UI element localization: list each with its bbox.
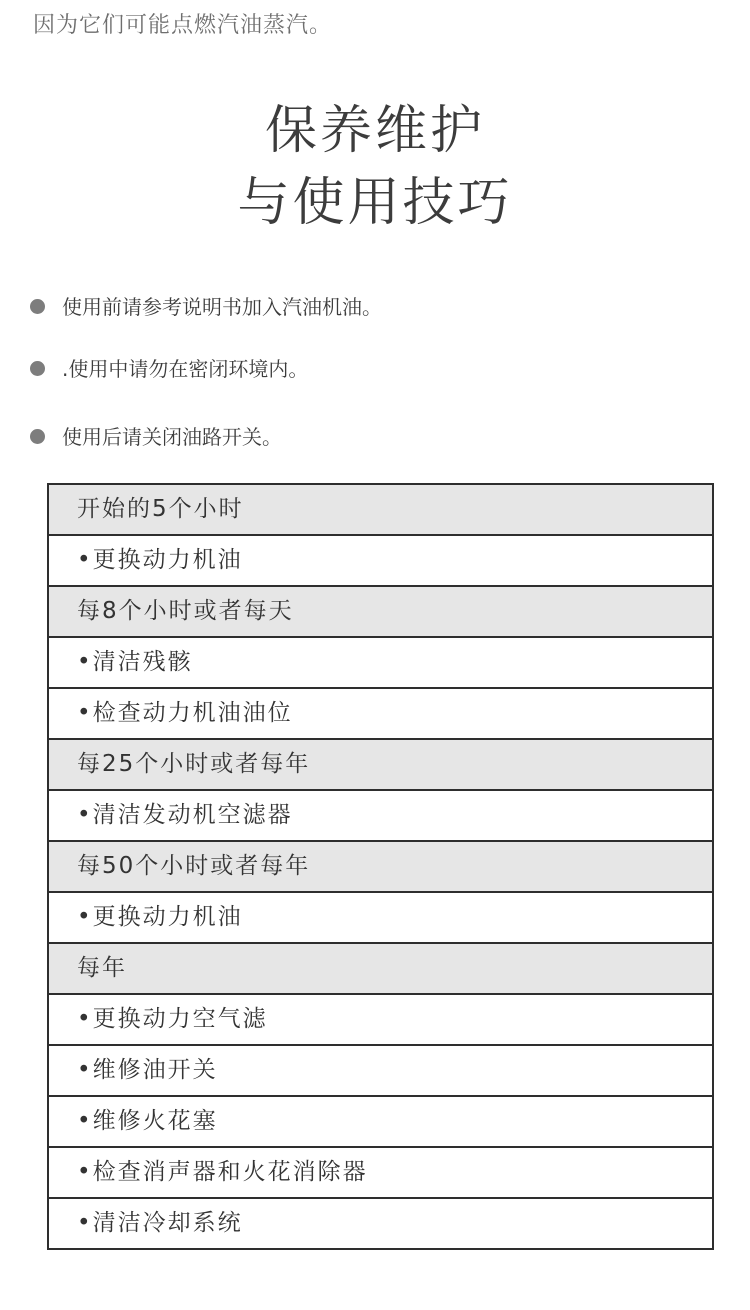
schedule-task-row: •更换动力空气滤: [49, 995, 712, 1046]
usage-tip-item: [30, 290, 382, 324]
schedule-interval-header: 每50个小时或者每年: [49, 842, 712, 893]
usage-tip-item: [30, 352, 308, 386]
schedule-task-row: •维修油开关: [49, 1046, 712, 1097]
usage-tip-text: 使用前请参考说明书加入汽油机油。: [62, 295, 382, 319]
schedule-task-row: •清洁发动机空滤器: [49, 791, 712, 842]
schedule-task-row: •检查消声器和火花消除器: [49, 1148, 712, 1199]
maintenance-schedule-table: [47, 483, 714, 1250]
bullet-dot-icon: [30, 429, 45, 444]
schedule-task-row: •清洁冷却系统: [49, 1199, 712, 1248]
usage-tip-text: 使用后请关闭油路开关。: [62, 425, 282, 449]
schedule-interval-header: 每25个小时或者每年: [49, 740, 712, 791]
bullet-dot-icon: [30, 361, 45, 376]
schedule-task-row: •维修火花塞: [49, 1097, 712, 1148]
page-title-line-1: 保养维护: [264, 101, 485, 161]
top-note-text: 因为它们可能点燃汽油蒸汽。: [33, 13, 333, 38]
usage-tip-text: .使用中请勿在密闭环境内。: [62, 357, 309, 381]
schedule-interval-header: 每8个小时或者每天: [49, 587, 712, 638]
page-title: [0, 95, 750, 239]
schedule-task-row: •清洁残骸: [49, 638, 712, 689]
schedule-task-row: •更换动力机油: [49, 536, 712, 587]
schedule-task-row: •检查动力机油油位: [49, 689, 712, 740]
schedule-interval-header: 每年: [49, 944, 712, 995]
bullet-dot-icon: [30, 299, 45, 314]
schedule-task-row: •更换动力机油: [49, 893, 712, 944]
page-title-line-2: 与使用技巧: [237, 173, 513, 233]
usage-tip-item: [30, 420, 282, 454]
schedule-interval-header: 开始的5个小时: [49, 485, 712, 536]
